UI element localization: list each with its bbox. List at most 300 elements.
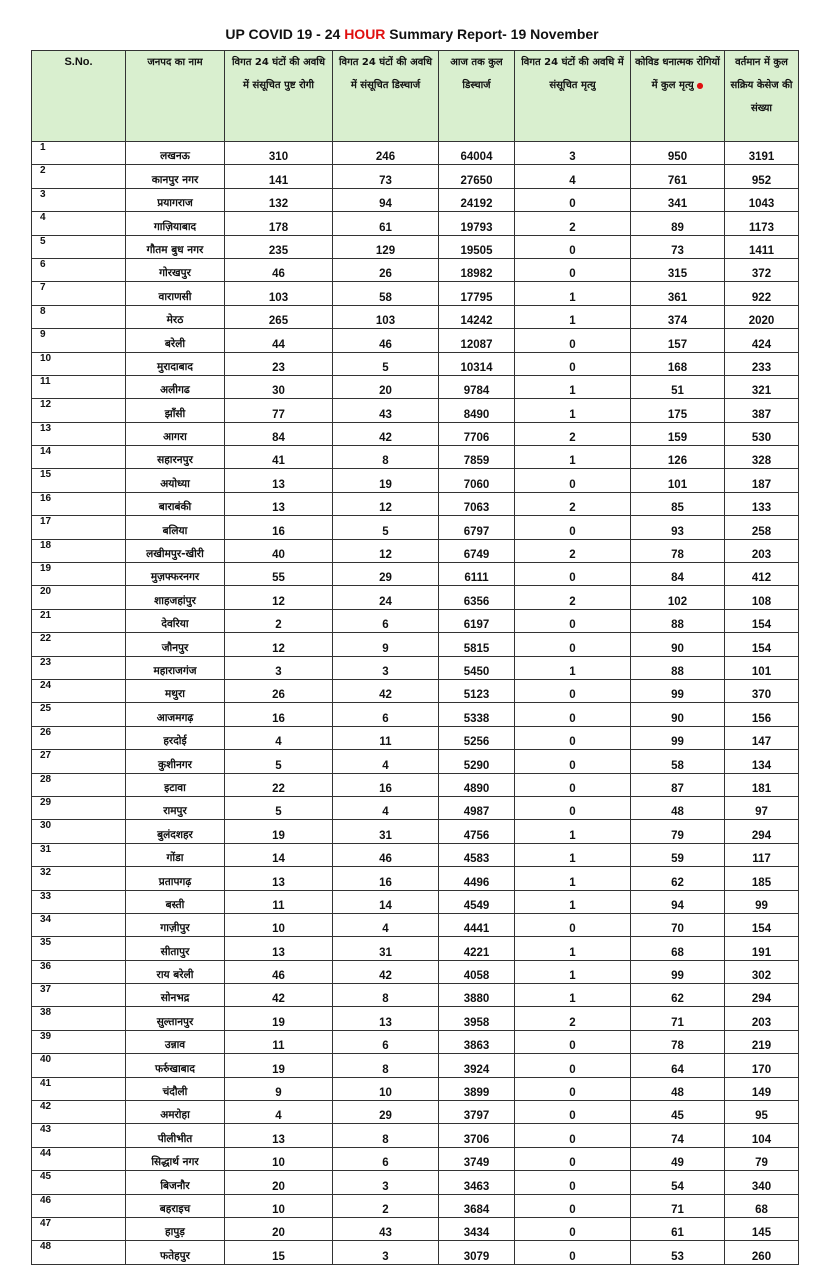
- cell-total-deaths: 99: [631, 679, 725, 702]
- cell-sno: 36: [32, 960, 126, 983]
- cell-total-deaths: 157: [631, 329, 725, 352]
- cell-active-cases: 328: [725, 446, 799, 469]
- cell-sno: 14: [32, 446, 126, 469]
- header-discharged-24h: [333, 51, 439, 142]
- cell-deaths-24h: 1: [515, 867, 631, 890]
- cell-district: प्रतापगढ़: [126, 867, 225, 890]
- cell-deaths-24h: 1: [515, 375, 631, 398]
- cell-deaths-24h: 0: [515, 773, 631, 796]
- cell-total-deaths: 93: [631, 516, 725, 539]
- table-row: [32, 235, 799, 258]
- cell-total-discharged: 5290: [439, 750, 515, 773]
- cell-active-cases: 370: [725, 679, 799, 702]
- table-row: [32, 305, 799, 328]
- cell-total-discharged: 3797: [439, 1101, 515, 1124]
- cell-deaths-24h: 0: [515, 1077, 631, 1100]
- cell-sno: 33: [32, 890, 126, 913]
- cell-total-deaths: 84: [631, 563, 725, 586]
- cell-discharged-24h: 6: [333, 1147, 439, 1170]
- cell-sno: 7: [32, 282, 126, 305]
- cell-total-discharged: 7859: [439, 446, 515, 469]
- cell-sno: 26: [32, 726, 126, 749]
- cell-sno: 4: [32, 212, 126, 235]
- cell-new-cases: 13: [225, 1124, 333, 1147]
- cell-active-cases: 952: [725, 165, 799, 188]
- cell-deaths-24h: 1: [515, 446, 631, 469]
- cell-new-cases: 19: [225, 1054, 333, 1077]
- cell-total-discharged: 3079: [439, 1241, 515, 1264]
- cell-new-cases: 55: [225, 563, 333, 586]
- cell-total-deaths: 59: [631, 843, 725, 866]
- table-row: [32, 563, 799, 586]
- cell-sno: 13: [32, 422, 126, 445]
- cell-discharged-24h: 58: [333, 282, 439, 305]
- cell-district: जौनपुर: [126, 633, 225, 656]
- table-row: [32, 399, 799, 422]
- cell-new-cases: 84: [225, 422, 333, 445]
- cell-discharged-24h: 29: [333, 1101, 439, 1124]
- cell-active-cases: 412: [725, 563, 799, 586]
- cell-total-discharged: 6749: [439, 539, 515, 562]
- table-row: [32, 703, 799, 726]
- cell-discharged-24h: 43: [333, 399, 439, 422]
- table-row: [32, 773, 799, 796]
- cell-deaths-24h: 2: [515, 1007, 631, 1030]
- cell-district: बिजनौर: [126, 1171, 225, 1194]
- table-row: [32, 609, 799, 632]
- table-row: [32, 1054, 799, 1077]
- table-row: [32, 516, 799, 539]
- table-row: [32, 446, 799, 469]
- cell-total-discharged: 3463: [439, 1171, 515, 1194]
- cell-discharged-24h: 103: [333, 305, 439, 328]
- cell-discharged-24h: 31: [333, 937, 439, 960]
- table-row: [32, 188, 799, 211]
- cell-discharged-24h: 42: [333, 960, 439, 983]
- cell-active-cases: 108: [725, 586, 799, 609]
- cell-district: गौतम बुध नगर: [126, 235, 225, 258]
- cell-new-cases: 4: [225, 726, 333, 749]
- cell-deaths-24h: 0: [515, 352, 631, 375]
- cell-new-cases: 26: [225, 679, 333, 702]
- cell-sno: 8: [32, 305, 126, 328]
- cell-new-cases: 13: [225, 937, 333, 960]
- cell-district: गाज़ीपुर: [126, 913, 225, 936]
- cell-deaths-24h: 0: [515, 1101, 631, 1124]
- cell-sno: 42: [32, 1101, 126, 1124]
- cell-total-discharged: 5256: [439, 726, 515, 749]
- cell-sno: 47: [32, 1217, 126, 1240]
- cell-deaths-24h: 0: [515, 1147, 631, 1170]
- cell-total-discharged: 3880: [439, 984, 515, 1007]
- cell-district: रामपुर: [126, 796, 225, 819]
- cell-total-discharged: 4058: [439, 960, 515, 983]
- cell-active-cases: 387: [725, 399, 799, 422]
- cell-deaths-24h: 1: [515, 656, 631, 679]
- cell-district: सिद्धार्थ नगर: [126, 1147, 225, 1170]
- cell-new-cases: 46: [225, 960, 333, 983]
- header-row: [32, 51, 799, 142]
- header-district-label: जनपद का नाम: [147, 57, 203, 68]
- cell-total-deaths: 71: [631, 1007, 725, 1030]
- cell-sno: 46: [32, 1194, 126, 1217]
- cell-district: गोरखपुर: [126, 258, 225, 281]
- cell-new-cases: 178: [225, 212, 333, 235]
- cell-total-discharged: 24192: [439, 188, 515, 211]
- cell-sno: 20: [32, 586, 126, 609]
- cell-new-cases: 132: [225, 188, 333, 211]
- cell-total-discharged: 3899: [439, 1077, 515, 1100]
- cell-new-cases: 42: [225, 984, 333, 1007]
- table-row: [32, 960, 799, 983]
- cell-deaths-24h: 0: [515, 633, 631, 656]
- cell-district: इटावा: [126, 773, 225, 796]
- cell-new-cases: 19: [225, 820, 333, 843]
- cell-sno: 16: [32, 492, 126, 515]
- cell-total-discharged: 27650: [439, 165, 515, 188]
- cell-total-deaths: 54: [631, 1171, 725, 1194]
- table-row: [32, 165, 799, 188]
- cell-district: कुशीनगर: [126, 750, 225, 773]
- cell-sno: 1: [32, 142, 126, 165]
- cell-total-discharged: 5450: [439, 656, 515, 679]
- table-row: [32, 352, 799, 375]
- cell-deaths-24h: 2: [515, 212, 631, 235]
- covid-summary-table: [31, 50, 799, 1265]
- cell-new-cases: 41: [225, 446, 333, 469]
- cell-district: मेरठ: [126, 305, 225, 328]
- cell-active-cases: 302: [725, 960, 799, 983]
- cell-active-cases: 95: [725, 1101, 799, 1124]
- cell-discharged-24h: 61: [333, 212, 439, 235]
- cell-discharged-24h: 4: [333, 913, 439, 936]
- cell-active-cases: 68: [725, 1194, 799, 1217]
- cell-total-deaths: 315: [631, 258, 725, 281]
- title-highlight: HOUR: [344, 26, 386, 42]
- cell-sno: 25: [32, 703, 126, 726]
- cell-new-cases: 9: [225, 1077, 333, 1100]
- header-active-cases-label: वर्तमान में कुल सक्रिय केसेज की संख्या: [730, 57, 793, 114]
- cell-sno: 22: [32, 633, 126, 656]
- cell-new-cases: 40: [225, 539, 333, 562]
- table-row: [32, 1217, 799, 1240]
- cell-total-deaths: 341: [631, 188, 725, 211]
- cell-total-deaths: 99: [631, 726, 725, 749]
- cell-new-cases: 16: [225, 703, 333, 726]
- cell-district: आगरा: [126, 422, 225, 445]
- cell-discharged-24h: 8: [333, 1124, 439, 1147]
- table-row: [32, 1147, 799, 1170]
- table-row: [32, 867, 799, 890]
- table-row: [32, 913, 799, 936]
- cell-district: बहराइच: [126, 1194, 225, 1217]
- cell-new-cases: 3: [225, 656, 333, 679]
- cell-district: बरेली: [126, 329, 225, 352]
- cell-total-discharged: 6197: [439, 609, 515, 632]
- cell-active-cases: 203: [725, 539, 799, 562]
- table-row: [32, 726, 799, 749]
- cell-total-deaths: 89: [631, 212, 725, 235]
- cell-new-cases: 44: [225, 329, 333, 352]
- cell-district: बुलंदशहर: [126, 820, 225, 843]
- cell-active-cases: 233: [725, 352, 799, 375]
- cell-district: राय बरेली: [126, 960, 225, 983]
- cell-deaths-24h: 0: [515, 563, 631, 586]
- cell-deaths-24h: 0: [515, 1194, 631, 1217]
- cell-district: फर्रुखाबाद: [126, 1054, 225, 1077]
- table-row: [32, 1171, 799, 1194]
- cell-discharged-24h: 24: [333, 586, 439, 609]
- table-row: [32, 422, 799, 445]
- cell-discharged-24h: 94: [333, 188, 439, 211]
- cell-active-cases: 191: [725, 937, 799, 960]
- cell-total-discharged: 3749: [439, 1147, 515, 1170]
- cell-total-discharged: 8490: [439, 399, 515, 422]
- cell-total-discharged: 19793: [439, 212, 515, 235]
- cell-deaths-24h: 0: [515, 469, 631, 492]
- cell-total-deaths: 70: [631, 913, 725, 936]
- cell-active-cases: 134: [725, 750, 799, 773]
- cell-deaths-24h: 2: [515, 422, 631, 445]
- cell-active-cases: 117: [725, 843, 799, 866]
- cell-district: झाँसी: [126, 399, 225, 422]
- cell-sno: 2: [32, 165, 126, 188]
- cell-total-deaths: 87: [631, 773, 725, 796]
- cell-district: लखीमपुर-खीरी: [126, 539, 225, 562]
- cell-sno: 28: [32, 773, 126, 796]
- cell-district: लखनऊ: [126, 142, 225, 165]
- table-header: [32, 51, 799, 142]
- header-deaths-24h-label: विगत 24 घंटों की अवधि में संसूचित मृत्यु: [521, 57, 624, 91]
- cell-discharged-24h: 19: [333, 469, 439, 492]
- cell-total-deaths: 64: [631, 1054, 725, 1077]
- header-sno-label: S.No.: [64, 56, 93, 68]
- cell-total-deaths: 78: [631, 1030, 725, 1053]
- cell-discharged-24h: 31: [333, 820, 439, 843]
- cell-new-cases: 265: [225, 305, 333, 328]
- cell-active-cases: 340: [725, 1171, 799, 1194]
- table-row: [32, 469, 799, 492]
- cell-total-deaths: 45: [631, 1101, 725, 1124]
- cell-discharged-24h: 6: [333, 1030, 439, 1053]
- cell-district: उन्नाव: [126, 1030, 225, 1053]
- cell-total-deaths: 90: [631, 633, 725, 656]
- cell-discharged-24h: 13: [333, 1007, 439, 1030]
- cell-discharged-24h: 4: [333, 796, 439, 819]
- cell-new-cases: 19: [225, 1007, 333, 1030]
- cell-sno: 3: [32, 188, 126, 211]
- cell-total-discharged: 6797: [439, 516, 515, 539]
- table-row: [32, 1241, 799, 1264]
- cell-deaths-24h: 0: [515, 1241, 631, 1264]
- cell-active-cases: 149: [725, 1077, 799, 1100]
- table-row: [32, 984, 799, 1007]
- cell-deaths-24h: 0: [515, 516, 631, 539]
- cell-district: गोंडा: [126, 843, 225, 866]
- table-row: [32, 1007, 799, 1030]
- cell-total-deaths: 374: [631, 305, 725, 328]
- cell-deaths-24h: 1: [515, 305, 631, 328]
- cell-sno: 27: [32, 750, 126, 773]
- cell-new-cases: 12: [225, 586, 333, 609]
- cell-active-cases: 1043: [725, 188, 799, 211]
- cell-active-cases: 294: [725, 984, 799, 1007]
- cell-active-cases: 99: [725, 890, 799, 913]
- table-row: [32, 258, 799, 281]
- cell-discharged-24h: 73: [333, 165, 439, 188]
- cell-total-discharged: 5338: [439, 703, 515, 726]
- cell-district: आजमगढ़: [126, 703, 225, 726]
- cell-total-discharged: 4441: [439, 913, 515, 936]
- table-row: [32, 750, 799, 773]
- cell-new-cases: 103: [225, 282, 333, 305]
- cell-active-cases: 258: [725, 516, 799, 539]
- header-new-cases: [225, 51, 333, 142]
- cell-total-deaths: 53: [631, 1241, 725, 1264]
- cell-active-cases: 424: [725, 329, 799, 352]
- cell-sno: 11: [32, 375, 126, 398]
- cell-total-deaths: 73: [631, 235, 725, 258]
- cell-active-cases: 260: [725, 1241, 799, 1264]
- cell-discharged-24h: 129: [333, 235, 439, 258]
- cell-discharged-24h: 42: [333, 679, 439, 702]
- cell-sno: 6: [32, 258, 126, 281]
- cell-district: गाज़ियाबाद: [126, 212, 225, 235]
- cell-active-cases: 1173: [725, 212, 799, 235]
- cell-deaths-24h: 0: [515, 796, 631, 819]
- cell-new-cases: 16: [225, 516, 333, 539]
- cell-deaths-24h: 1: [515, 820, 631, 843]
- cell-new-cases: 2: [225, 609, 333, 632]
- cell-discharged-24h: 10: [333, 1077, 439, 1100]
- cell-district: सोनभद्र: [126, 984, 225, 1007]
- cell-discharged-24h: 2: [333, 1194, 439, 1217]
- cell-district: अमरोहा: [126, 1101, 225, 1124]
- cell-deaths-24h: 0: [515, 1217, 631, 1240]
- header-discharged-24h-label: विगत 24 घंटों की अवधि में संसूचित डिस्चार्ज: [338, 57, 433, 91]
- cell-district: पीलीभीत: [126, 1124, 225, 1147]
- header-total-deaths-label: कोविड धनात्मक रोगियों में कुल मृत्यु: [635, 57, 720, 91]
- cell-discharged-24h: 3: [333, 1241, 439, 1264]
- title-suffix: Summary Report- 19 November: [385, 26, 599, 42]
- cell-active-cases: 156: [725, 703, 799, 726]
- cell-district: मुरादाबाद: [126, 352, 225, 375]
- cell-total-deaths: 62: [631, 984, 725, 1007]
- cell-district: बस्ती: [126, 890, 225, 913]
- cell-active-cases: 185: [725, 867, 799, 890]
- cell-total-deaths: 159: [631, 422, 725, 445]
- cell-total-deaths: 71: [631, 1194, 725, 1217]
- cell-deaths-24h: 0: [515, 235, 631, 258]
- cell-deaths-24h: 0: [515, 1030, 631, 1053]
- cell-discharged-24h: 6: [333, 609, 439, 632]
- table-row: [32, 796, 799, 819]
- cell-total-discharged: 6356: [439, 586, 515, 609]
- cell-sno: 39: [32, 1030, 126, 1053]
- cell-total-deaths: 74: [631, 1124, 725, 1147]
- cell-deaths-24h: 0: [515, 188, 631, 211]
- table-row: [32, 937, 799, 960]
- cell-discharged-24h: 16: [333, 867, 439, 890]
- cell-total-discharged: 12087: [439, 329, 515, 352]
- cell-discharged-24h: 12: [333, 492, 439, 515]
- cell-district: चंदौली: [126, 1077, 225, 1100]
- cell-discharged-24h: 8: [333, 1054, 439, 1077]
- cell-deaths-24h: 1: [515, 890, 631, 913]
- cell-deaths-24h: 0: [515, 726, 631, 749]
- cell-new-cases: 77: [225, 399, 333, 422]
- cell-new-cases: 15: [225, 1241, 333, 1264]
- cell-discharged-24h: 12: [333, 539, 439, 562]
- cell-new-cases: 10: [225, 1194, 333, 1217]
- cell-deaths-24h: 0: [515, 679, 631, 702]
- title-prefix: UP COVID 19 - 24: [225, 26, 345, 42]
- cell-deaths-24h: 0: [515, 703, 631, 726]
- table-row: [32, 142, 799, 165]
- cell-district: अयोध्या: [126, 469, 225, 492]
- cell-new-cases: 10: [225, 1147, 333, 1170]
- cell-deaths-24h: 4: [515, 165, 631, 188]
- cell-sno: 5: [32, 235, 126, 258]
- cell-district: अलीगढ: [126, 375, 225, 398]
- cell-deaths-24h: 0: [515, 609, 631, 632]
- cell-deaths-24h: 3: [515, 142, 631, 165]
- cell-total-deaths: 90: [631, 703, 725, 726]
- cell-district: मथुरा: [126, 679, 225, 702]
- cell-discharged-24h: 14: [333, 890, 439, 913]
- cell-total-discharged: 4987: [439, 796, 515, 819]
- table-row: [32, 212, 799, 235]
- table-row: [32, 1030, 799, 1053]
- table-row: [32, 329, 799, 352]
- cell-sno: 35: [32, 937, 126, 960]
- cell-total-deaths: 85: [631, 492, 725, 515]
- cell-active-cases: 922: [725, 282, 799, 305]
- cell-discharged-24h: 6: [333, 703, 439, 726]
- cell-active-cases: 181: [725, 773, 799, 796]
- cell-total-deaths: 49: [631, 1147, 725, 1170]
- cell-deaths-24h: 0: [515, 1054, 631, 1077]
- cell-discharged-24h: 46: [333, 843, 439, 866]
- cell-new-cases: 14: [225, 843, 333, 866]
- cell-new-cases: 10: [225, 913, 333, 936]
- cell-sno: 24: [32, 679, 126, 702]
- cell-sno: 30: [32, 820, 126, 843]
- cell-active-cases: 154: [725, 913, 799, 936]
- cell-total-discharged: 9784: [439, 375, 515, 398]
- cell-discharged-24h: 11: [333, 726, 439, 749]
- cell-total-discharged: 3706: [439, 1124, 515, 1147]
- table-row: [32, 1124, 799, 1147]
- cell-discharged-24h: 3: [333, 656, 439, 679]
- header-total-deaths: [631, 51, 725, 142]
- cell-deaths-24h: 0: [515, 913, 631, 936]
- cell-sno: 48: [32, 1241, 126, 1264]
- cell-deaths-24h: 0: [515, 1124, 631, 1147]
- cell-district: हापुड़: [126, 1217, 225, 1240]
- cell-sno: 43: [32, 1124, 126, 1147]
- cell-new-cases: 46: [225, 258, 333, 281]
- cell-new-cases: 141: [225, 165, 333, 188]
- table-row: [32, 679, 799, 702]
- cell-sno: 12: [32, 399, 126, 422]
- cell-new-cases: 22: [225, 773, 333, 796]
- cell-total-discharged: 4549: [439, 890, 515, 913]
- cell-total-deaths: 51: [631, 375, 725, 398]
- cell-new-cases: 11: [225, 890, 333, 913]
- cell-total-discharged: 4221: [439, 937, 515, 960]
- cell-total-deaths: 126: [631, 446, 725, 469]
